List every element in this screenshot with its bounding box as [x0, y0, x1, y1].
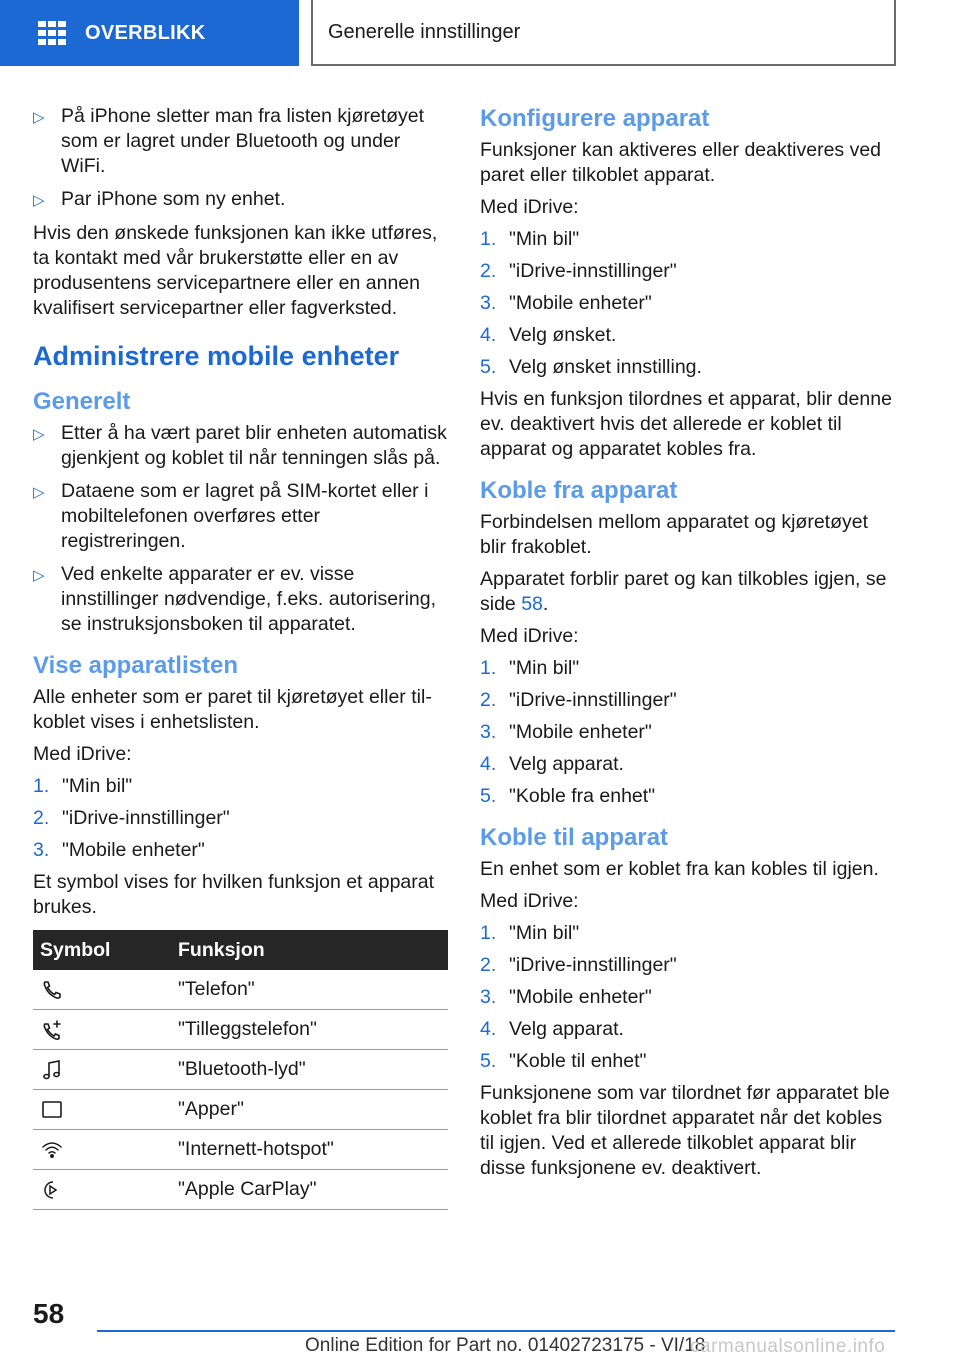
- triangle-bullet-icon: ▷: [33, 192, 45, 209]
- step-item: 2. "iDrive-innstillinger": [33, 807, 230, 829]
- connect-heading: Koble til apparat: [480, 824, 669, 851]
- overview-tab-label: OVERBLIKK: [85, 21, 206, 44]
- disconnect-paragraph: Forbindelsen mellom apparatet og kjøretøyet blir frakoblet.: [480, 511, 869, 558]
- step-item: 2. "iDrive-innstillinger": [480, 260, 677, 282]
- intro-paragraph: Hvis den ønskede funksjonen kan ikke utføres, ta kontakt med vår brukerstøtte eller en av produsentens servicepartnere eller en annen kvalifisert servicepartner eller fagverksted.: [33, 222, 438, 319]
- triangle-bullet-icon: ▷: [33, 567, 45, 584]
- table-header: [33, 930, 448, 970]
- section-title-tab[interactable]: [311, 0, 896, 66]
- table-row: "Apple CarPlay": [33, 1170, 448, 1210]
- step-item: 1. "Min bil": [480, 657, 580, 679]
- configure-note: Hvis en funksjon tilordnes et apparat, blir denne ev. deaktivert hvis det allerede er koblet til apparat og apparatet kobles fra.: [480, 388, 892, 460]
- triangle-bullet-icon: ▷: [33, 109, 45, 126]
- page-header: [0, 0, 960, 66]
- symbol-intro-paragraph: Et symbol vises for hvilken funksjon et apparat brukes.: [33, 871, 435, 918]
- device-list-paragraph: Alle enheter som er paret til kjøretøyet eller tilkoblet vises i enhetslisten.: [33, 686, 432, 733]
- list-item: ▷ Ved enkelte apparater er ev. visse innstillinger nødvendige, f.eks. autorisering, se instruksjonsboken til apparatet.: [33, 563, 437, 635]
- step-item: 4. Velg ønsket.: [480, 324, 617, 346]
- table-row: "Telefon": [33, 970, 448, 1010]
- with-idrive-label: Med iDrive:: [480, 196, 579, 218]
- step-item: 3. "Mobile enheter": [480, 721, 652, 743]
- symbol-table: [33, 930, 448, 1210]
- triangle-bullet-icon: ▷: [33, 484, 45, 501]
- table-row: "Tilleggstelefon": [33, 1010, 448, 1050]
- triangle-bullet-icon: ▷: [33, 426, 45, 443]
- overview-tab[interactable]: [0, 0, 299, 66]
- table-row: "Bluetooth-lyd": [33, 1050, 448, 1090]
- column-header-function: Funksjon: [178, 938, 265, 961]
- list-item: ▷ Dataene som er lagret på SIM-kortet eller i mobiltelefonen overføres etter registreringen.: [33, 480, 429, 552]
- step-item: 2. "iDrive-innstillinger": [480, 689, 677, 711]
- right-column: [480, 104, 895, 1188]
- step-item: 1. "Min bil": [480, 922, 580, 944]
- edition-text: Online Edition for Part no. 01402723175 - VI/18: [305, 1335, 706, 1356]
- music-note-icon: [41, 1059, 63, 1081]
- carplay-icon: [41, 1179, 63, 1201]
- list-item: ▷ På iPhone sletter man fra listen kjøretøyet som er lagret under Bluetooth og under WiFi.: [33, 105, 425, 177]
- step-item: 5. "Koble fra enhet": [480, 785, 656, 807]
- page-reference-link[interactable]: 58: [521, 593, 543, 615]
- step-item: 1. "Min bil": [480, 228, 580, 250]
- step-item: 5. "Koble til enhet": [480, 1050, 647, 1072]
- wifi-hotspot-icon: [41, 1139, 63, 1161]
- with-idrive-label: Med iDrive:: [33, 743, 132, 765]
- step-item: 4. Velg apparat.: [480, 753, 624, 775]
- table-row: "Internett-hotspot": [33, 1130, 448, 1170]
- step-item: 3. "Mobile enheter": [480, 986, 652, 1008]
- step-item: 4. Velg apparat.: [480, 1018, 624, 1040]
- with-idrive-label: Med iDrive:: [480, 890, 579, 912]
- step-item: 5. Velg ønsket innstilling.: [480, 356, 702, 378]
- list-item: ▷ Etter å ha vært paret blir enheten automatisk gjenkjent og koblet til når tenningen slås på.: [33, 422, 447, 469]
- left-column: [33, 104, 448, 1210]
- general-heading: Generelt: [33, 388, 131, 415]
- with-idrive-label: Med iDrive:: [480, 625, 579, 647]
- connect-paragraph: En enhet som er koblet fra kan kobles til igjen.: [480, 858, 879, 880]
- step-item: 3. "Mobile enheter": [480, 292, 652, 314]
- additional-phone-icon: [41, 1019, 63, 1041]
- section-title: Generelle innstillinger: [328, 20, 521, 43]
- connect-note: Funksjonene som var tilordnet før apparatet ble koblet fra blir tilordnet apparatet når det kobles til igjen. Ved et allerede tilkoblet apparat blir disse funksjonene ev. deaktivert.: [480, 1082, 890, 1179]
- step-item: 2. "iDrive-innstillinger": [480, 954, 677, 976]
- footer-divider: [97, 1330, 895, 1332]
- configure-paragraph: Funksjoner kan aktiveres eller deaktiveres ved paret eller tilkoblet apparat.: [480, 139, 882, 186]
- step-item: 1. "Min bil": [33, 775, 133, 797]
- grid-menu-icon: [38, 21, 66, 45]
- column-header-symbol: Symbol: [40, 938, 111, 961]
- table-row: "Apper": [33, 1090, 448, 1130]
- page-title: Administrere mobile enheter: [33, 341, 400, 371]
- phone-icon: [41, 979, 63, 1001]
- apps-square-icon: [41, 1099, 63, 1121]
- list-item: ▷ Par iPhone som ny enhet.: [33, 187, 448, 213]
- watermark: carmanualsonline.info: [690, 1336, 886, 1357]
- device-list-heading: Vise apparatlisten: [33, 652, 238, 679]
- disconnect-reference: Apparatet forblir paret og kan tilkobles igjen, se side 58.: [480, 568, 887, 615]
- page-number: 58: [33, 1298, 65, 1329]
- configure-heading: Konfigurere apparat: [480, 105, 710, 132]
- step-item: 3. "Mobile enheter": [33, 839, 205, 861]
- disconnect-heading: Koble fra apparat: [480, 477, 678, 504]
